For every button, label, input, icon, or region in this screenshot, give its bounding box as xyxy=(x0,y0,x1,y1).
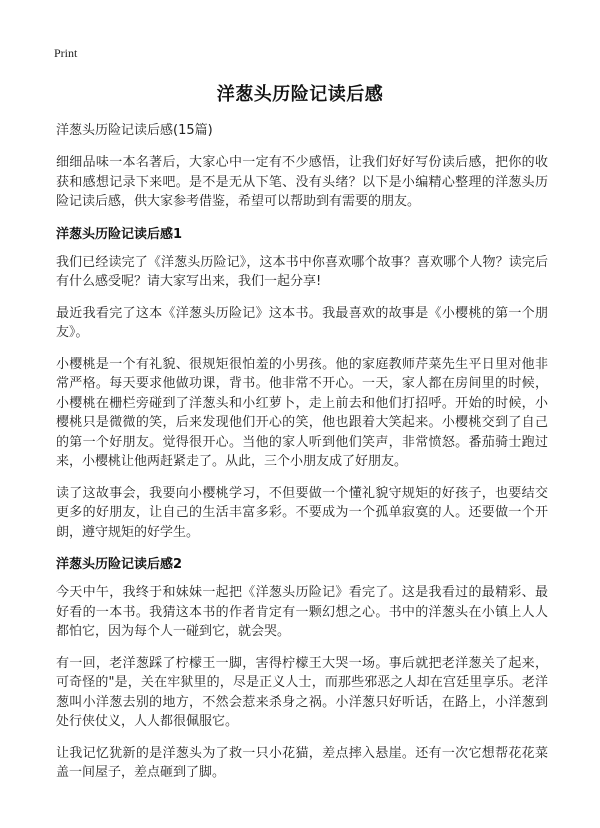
section-heading-2: 洋葱头历险记读后感2 xyxy=(56,557,183,572)
paragraph: 我们已经读完了《洋葱头历险记》，这本书中你喜欢哪个故事？喜欢哪个人物？读完后有什么感受呢？请大家写出来，我们一起分享! xyxy=(56,254,548,289)
paragraph: 有一回，老洋葱踩了柠檬王一脚，害得柠檬王大哭一场。事后就把老洋葱关了起来，可奇怪的"是，关在牢狱里的，尽是正义人士，而那些邪恶之人却在宫廷里享乐。老洋葱叫小洋葱去别的地方，不然会惹来杀身之祸。小洋葱只好听话，在路上，小洋葱到处行侠仗义，人人都很佩服它。 xyxy=(56,655,548,729)
article-subtitle: 洋葱头历险记读后感(15篇) xyxy=(56,123,213,138)
paragraph: 今天中午，我终于和妹妹一起把《洋葱头历险记》看完了。这是我看过的最精彩、最好看的一本书。我猜这本书的作者肯定有一颗幻想之心。书中的洋葱头在小镇上人人都怕它，因为每个人一碰到它，就会哭。 xyxy=(56,585,548,639)
page-title: 洋葱头历险记读后感 xyxy=(216,84,384,105)
paragraph: 小樱桃是一个有礼貌、很规矩很怕羞的小男孩。他的家庭教师芹菜先生平日里对他非常严格。每天要求他做功课，背书。他非常不开心。一天，家人都在房间里的时候，小樱桃在栅栏旁碰到了洋葱头和小红萝卜，走上前去和他们打招呼。开始的时候，小樱桃只是微微的笑，后来发现他们开心的笑，他也跟着大笑起来。小樱桃交到了自己的第一个好朋友。觉得很开心。当他的家人听到他们笑声，非常愤怒。番茄骑士跑过来，小樱桃让他两赶紧走了。从此，三个小朋友成了好朋友。 xyxy=(56,356,548,469)
print-link[interactable]: Print xyxy=(54,46,78,60)
paragraph: 读了这故事会，我要向小樱桃学习，不但要做一个懂礼貌守规矩的好孩子，也要结交更多的好朋友，让自己的生活丰富多彩。不要成为一个孤单寂寞的人。还要做一个开朗，遵守规矩的好学生。 xyxy=(56,485,548,540)
article-body xyxy=(56,122,548,795)
intro-paragraph: 细细品味一本名著后，大家心中一定有不少感悟，让我们好好写份读后感，把你的收获和感想记录下来吧。是不是无从下笔、没有头绪？以下是小编精心整理的洋葱头历险记读后感，供大家参考借鉴，希望可以帮助到有需要的朋友。 xyxy=(56,155,548,209)
paragraph: 最近我看完了这本《洋葱头历险记》这本书。我最喜欢的故事是《小樱桃的第一个朋友》。 xyxy=(56,305,548,340)
section-heading-1: 洋葱头历险记读后感1 xyxy=(56,226,183,242)
paragraph: 让我记忆犹新的是洋葱头为了救一只小花猫，差点摔入悬崖。还有一次它想帮花花菜盖一间屋子，差点砸到了脚。 xyxy=(56,745,548,780)
